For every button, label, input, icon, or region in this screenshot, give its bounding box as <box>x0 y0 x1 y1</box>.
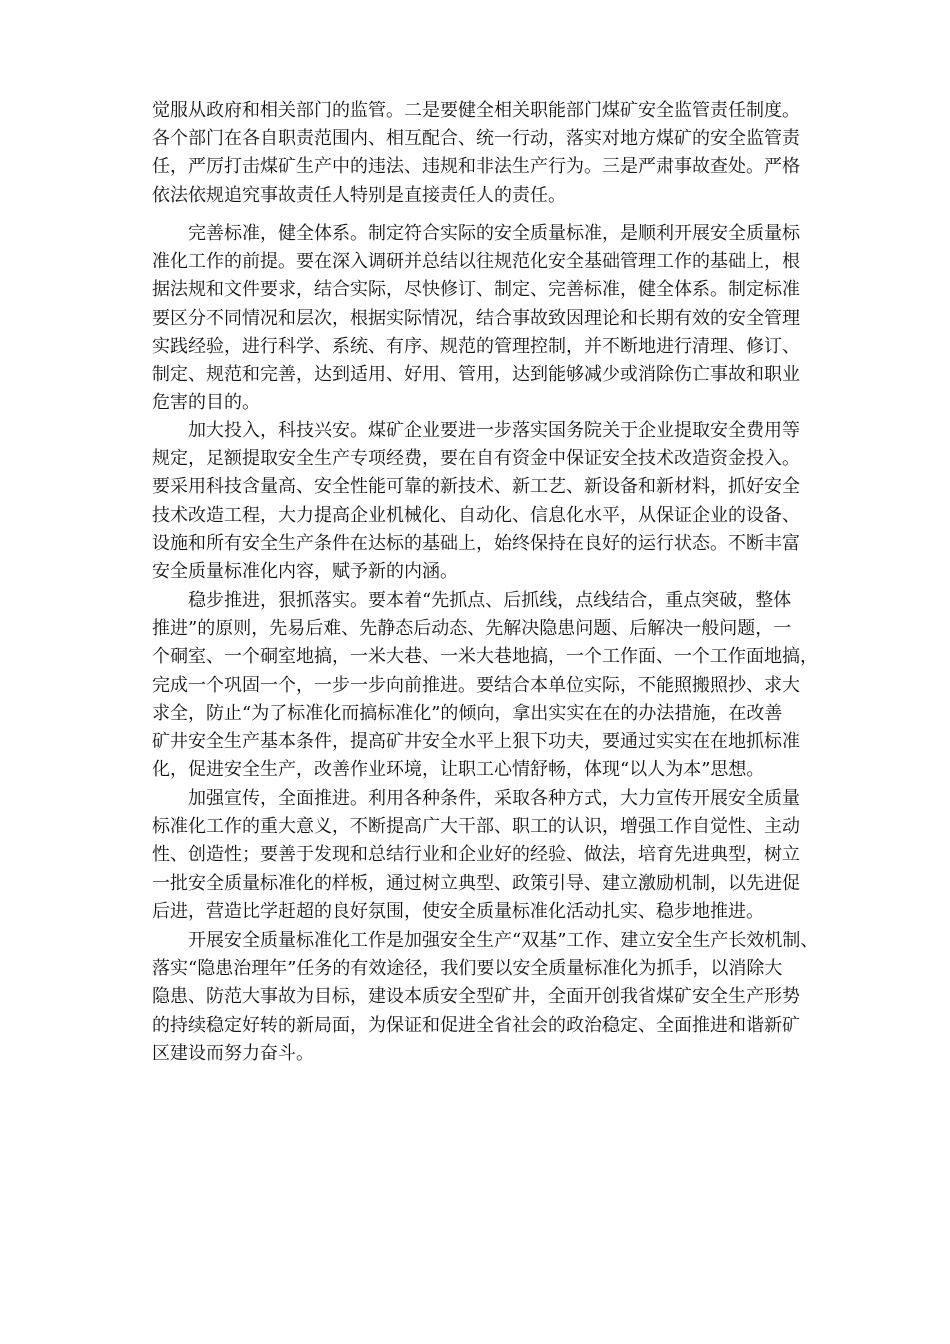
text-line: 稳步推进，狠抓落实。要本着“先抓点、后抓线，点线结合，重点突破，整体 <box>152 590 792 611</box>
text-line: 各个部门在各自职责范围内、相互配合、统一行动，落实对地方煤矿的安全监管责 <box>152 128 800 150</box>
text-line: 化，促进安全生产，改善作业环境，让职工心情舒畅，体现“以人为本”思想。 <box>152 759 765 781</box>
text-line: 后进，营造比学赶超的良好氛围，使安全质量标准化活动扎实、稳步地推进。 <box>152 900 764 922</box>
paragraph-conclusion <box>152 927 872 1068</box>
text-line: 开展安全质量标准化工作是加强安全生产“双基”工作、建立安全生产长效机制、 <box>152 930 819 951</box>
paragraph-supervision <box>152 97 872 210</box>
text-line: 规定，足额提取安全生产专项经费，要在自有资金中保证安全技术改造资金投入。 <box>152 448 800 470</box>
text-line: 设施和所有安全生产条件在达标的基础上，始终保持在良好的运行状态。不断丰富 <box>152 532 800 554</box>
text-line: 推进”的原则，先易后难、先静态后动态、先解决隐患问题、后解决一般问题，一 <box>152 618 792 640</box>
text-line: 要采用科技含量高、安全性能可靠的新技术、新工艺、新设备和新材料，抓好安全 <box>152 476 800 498</box>
paragraph-implementation <box>152 587 872 784</box>
text-line: 个硐室、一个硐室地搞，一米大巷、一米大巷地搞，一个工作面、一个工作面地搞， <box>152 646 818 668</box>
paragraph-standards <box>152 220 872 417</box>
text-line: 危害的目的。 <box>152 392 260 414</box>
text-line: 性、创造性；要善于发现和总结行业和企业好的经验、做法，培育先进典型，树立 <box>152 844 800 866</box>
text-line: 的持续稳定好转的新局面，为保证和促进全省社会的政治稳定、全面推进和谐新矿 <box>152 1014 800 1036</box>
paragraph-publicity <box>152 785 872 926</box>
text-line: 依法依规追究事故责任人特别是直接责任人的责任。 <box>152 184 566 206</box>
text-line: 安全质量标准化内容，赋予新的内涵。 <box>152 560 458 582</box>
text-line: 落实“隐患治理年”任务的有效途径，我们要以安全质量标准化为抓手，以消除大 <box>152 958 783 980</box>
text-line: 标准化工作的重大意义，不断提高广大干部、职工的认识，增强工作自觉性、主动 <box>152 816 800 838</box>
text-line: 制定、规范和完善，达到适用、好用、管用，达到能够减少或消除伤亡事故和职业 <box>152 363 800 385</box>
text-line: 任，严厉打击煤矿生产中的违法、违规和非法生产行为。三是严肃事故查处。严格 <box>152 156 800 178</box>
text-line: 要区分不同情况和层次，根据实际情况，结合事故致因理论和长期有效的安全管理 <box>152 307 800 329</box>
text-line: 完善标准，健全体系。制定符合实际的安全质量标准，是顺利开展安全质量标 <box>152 223 800 244</box>
text-line: 矿井安全生产基本条件，提高矿井安全水平上狠下功夫，要通过实实在在地抓标准 <box>152 730 800 752</box>
text-line: 觉服从政府和相关部门的监管。二是要健全相关职能部门煤矿安全监管责任制度。 <box>152 100 800 121</box>
text-line: 区建设而努力奋斗。 <box>152 1042 314 1064</box>
text-line: 据法规和文件要求，结合实际，尽快修订、制定、完善标准，健全体系。制定标准 <box>152 279 800 301</box>
text-line: 完成一个巩固一个，一步一步向前推进。要结合本单位实际，不能照搬照抄、求大 <box>152 674 800 696</box>
text-line: 技术改造工程，大力提高企业机械化、自动化、信息化水平，从保证企业的设备、 <box>152 504 800 526</box>
paragraph-investment <box>152 417 872 586</box>
text-line: 加大投入，科技兴安。煤矿企业要进一步落实国务院关于企业提取安全费用等 <box>152 420 800 441</box>
text-line: 一批安全质量标准化的样板，通过树立典型、政策引导、建立激励机制，以先进促 <box>152 872 800 894</box>
text-line: 准化工作的前提。要在深入调研并总结以往规范化安全基础管理工作的基础上，根 <box>152 251 800 273</box>
text-line: 加强宣传，全面推进。利用各种条件，采取各种方式，大力宣传开展安全质量 <box>152 788 800 809</box>
text-line: 求全，防止“为了标准化而搞标准化”的倾向，拿出实实在在的办法措施，在改善 <box>152 702 783 724</box>
text-line: 实践经验，进行科学、系统、有序、规范的管理控制，并不断地进行清理、修订、 <box>152 335 800 357</box>
text-line: 隐患、防范大事故为目标，建设本质安全型矿井，全面开创我省煤矿安全生产形势 <box>152 986 800 1008</box>
